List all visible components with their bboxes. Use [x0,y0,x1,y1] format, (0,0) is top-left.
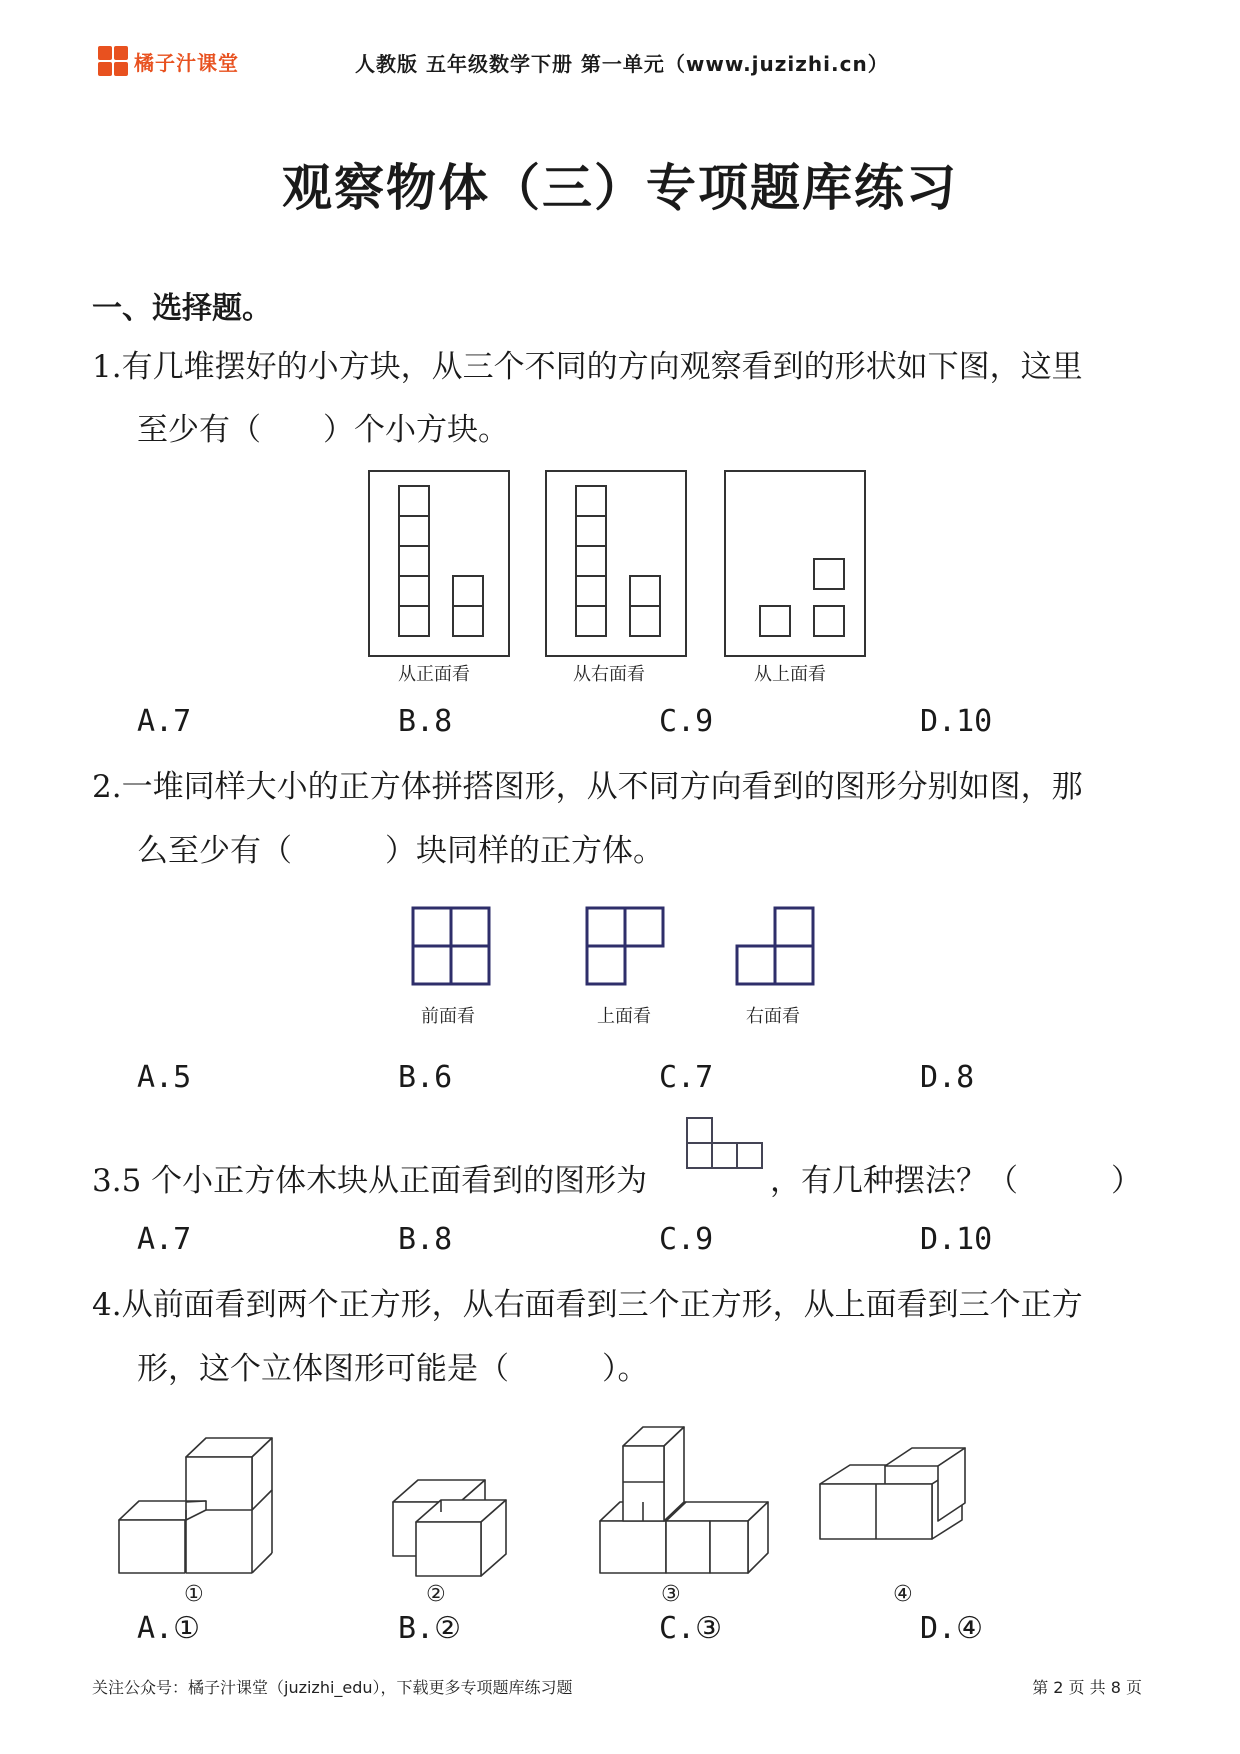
answer-option[interactable]: B.② [398,1611,462,1646]
answer-option[interactable]: B.8 [398,704,453,739]
question-3-text-before: 3.5 个小正方体木块从正面看到的图形为 [92,1163,648,1199]
header-subtitle: 人教版 五年级数学下册 第一单元（www.juzizhi.cn） [355,52,889,76]
answer-option[interactable]: D.④ [920,1611,984,1646]
question-1-line-2: 至少有（ ）个小方块。 [137,412,509,448]
page-title: 观察物体（三）专项题库练习 [282,159,958,217]
figure-caption: 从右面看 [573,664,645,685]
answer-option[interactable]: C.③ [659,1611,723,1646]
solid-figure-4 [820,1448,965,1539]
logo-text: 橘子汁课堂 [134,50,239,75]
question-1-line-1: 1.有几堆摆好的小方块，从三个不同的方向观察看到的形状如下图，这里 [92,349,1083,385]
answer-option[interactable]: A.5 [137,1060,192,1095]
answer-option[interactable]: C.9 [659,704,714,739]
figure-caption: 从上面看 [754,664,826,685]
figure-caption: 从正面看 [398,664,470,685]
figure-caption: ④ [893,1582,913,1607]
figure-caption: ① [184,1582,204,1607]
answer-option[interactable]: D.10 [920,704,993,739]
answer-option[interactable]: C.7 [659,1060,714,1095]
figure-caption: 上面看 [597,1006,651,1027]
question-3-text-after: ，有几种摆法？（ ） [770,1163,1142,1199]
footer-promo: 关注公众号：橘子汁课堂（juzizhi_edu），下载更多专项题库练习题 [92,1678,573,1697]
section-heading: 一、选择题。 [92,291,272,326]
answer-option[interactable]: B.8 [398,1222,453,1257]
answer-option[interactable]: A.7 [137,704,192,739]
solid-figure-1 [119,1438,272,1573]
answer-option[interactable]: C.9 [659,1222,714,1257]
answer-option[interactable]: B.6 [398,1060,453,1095]
page-number: 第 2 页 共 8 页 [1032,1678,1142,1697]
answer-option[interactable]: A.7 [137,1222,192,1257]
figure-caption: 右面看 [746,1006,800,1027]
solid-figure-2 [393,1480,506,1576]
question-2-line-2: 么至少有（ ）块同样的正方体。 [137,833,664,869]
question-4-line-1: 4.从前面看到两个正方形，从右面看到三个正方形，从上面看到三个正方 [92,1287,1083,1323]
answer-option[interactable]: D.10 [920,1222,993,1257]
solid-figure-3 [600,1427,768,1573]
question-4-line-2: 形，这个立体图形可能是（ ）。 [137,1351,649,1387]
figure-caption: ② [426,1582,446,1607]
figure-caption: ③ [661,1582,681,1607]
question-2-line-1: 2.一堆同样大小的正方体拼搭图形，从不同方向看到的图形分别如图，那 [92,769,1083,805]
answer-option[interactable]: A.① [137,1611,201,1646]
answer-option[interactable]: D.8 [920,1060,975,1095]
figure-caption: 前面看 [421,1006,475,1027]
